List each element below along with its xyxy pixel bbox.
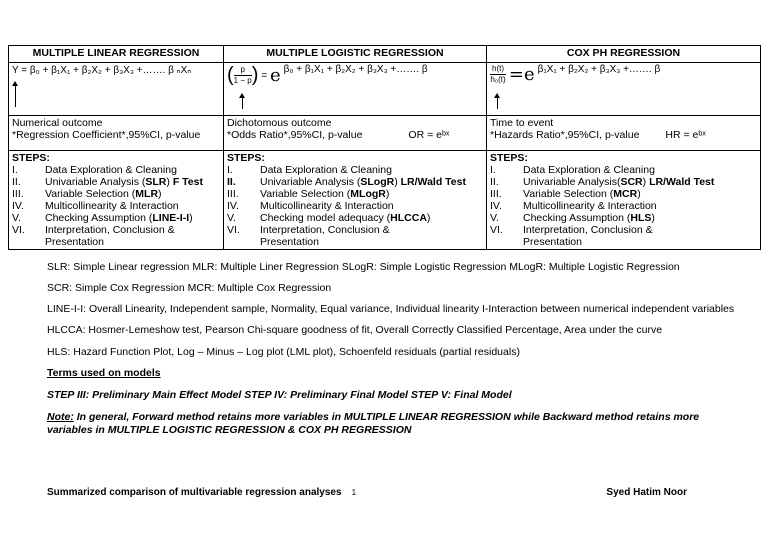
step-item: IV. Multicollinearity & Interaction [227, 200, 394, 212]
note-text: In general, Forward method retains more variables in MULTIPLE LINEAR REGRESSION while Backward method retains more variables in MULTIPLE LOGISTIC REGRESSION & COX PH REGRESSION [47, 411, 700, 436]
step-item: VI. Interpretation, Conclusion & [12, 224, 175, 236]
cox-measures: *Hazards Ratio*,95%CI, p-value [490, 129, 640, 141]
logistic-outcome: Dichotomous outcome [227, 117, 332, 129]
page-footer [47, 487, 687, 498]
hazard-equals: = [508, 64, 525, 85]
step-item: Presentation [45, 236, 104, 248]
linear-steps-cell [9, 151, 224, 250]
hazard-fraction [490, 64, 506, 85]
header-linear: MULTIPLE LINEAR REGRESSION [9, 46, 224, 63]
step-item: III. Variable Selection (MLR) [12, 188, 162, 200]
logistic-measures: *Odds Ratio*,95%CI, p-value [227, 129, 363, 141]
logit-numerator: p [234, 65, 252, 76]
terms-heading: Terms used on models [47, 367, 161, 379]
hlcca-definition: HLCCA: Hosmer-Lemeshow test, Pearson Chi-square goodness of fit, Overall Correctly Classified Percentage, Area under the curve [47, 324, 663, 336]
header-logistic: MULTIPLE LOGISTIC REGRESSION [224, 46, 487, 63]
step-item: I. Data Exploration & Cleaning [12, 164, 177, 176]
step-item: III. Variable Selection (MLogR) [227, 188, 390, 200]
note-label: Note: [47, 411, 74, 423]
linear-equation-cell [9, 63, 224, 116]
linear-equation: Y = β₀ + β₁X₁ + β₂X₂ + β₃X₃ +……. β ₙXₙ [12, 65, 192, 76]
step-item: IV. Multicollinearity & Interaction [490, 200, 657, 212]
linear-measures: *Regression Coefficient*,95%CI, p-value [12, 129, 201, 141]
logit-fraction [234, 65, 252, 86]
abbreviations-line-2: SCR: Simple Cox Regression MCR: Multiple Cox Regression [47, 282, 332, 294]
page-number: 1 [351, 488, 357, 497]
up-arrow-icon [497, 97, 498, 109]
hazard-e: e [524, 64, 535, 85]
step-item: VI. Interpretation, Conclusion & [227, 224, 390, 236]
step-item: Presentation [260, 236, 319, 248]
hazard-ratio-formula: HR = eᵇˣ [665, 129, 706, 141]
logistic-steps-cell [224, 151, 487, 250]
odds-ratio-formula: OR = eᵇˣ [408, 129, 450, 141]
header-row [9, 46, 761, 63]
note [47, 411, 737, 437]
step-item: II. Univariable Analysis (SLogR) LR/Wald Test [227, 176, 466, 188]
comparison-table [8, 45, 761, 250]
equation-row [9, 63, 761, 116]
cox-steps-cell [487, 151, 761, 250]
step-item: V. Checking Assumption (LINE-I-I) [12, 212, 193, 224]
step-item: IV. Multicollinearity & Interaction [12, 200, 179, 212]
cox-outcome: Time to event [490, 117, 554, 129]
cox-outcome-cell [487, 116, 761, 151]
terms-models: STEP III: Preliminary Main Effect Model STEP IV: Preliminary Final Model STEP V: Final Model [47, 389, 512, 401]
logistic-outcome-cell [224, 116, 487, 151]
step-item: II. Univariable Analysis (SLR) F Test [12, 176, 203, 188]
up-arrow-icon [15, 85, 16, 107]
footnotes [47, 261, 737, 437]
step-item: I. Data Exploration & Cleaning [227, 164, 392, 176]
step-item: V. Checking model adequacy (HLCCA) [227, 212, 431, 224]
steps-row [9, 151, 761, 250]
hls-definition: HLS: Hazard Function Plot, Log – Minus – Log plot (LML plot), Schoenfeld residuals (partial residuals) [47, 346, 520, 358]
footer-author: Syed Hatim Noor [606, 487, 687, 498]
step-item: II. Univariable Analysis(SCR) LR/Wald Test [490, 176, 715, 188]
logit-exponent: β₀ + β₁X₁ + β₂X₂ + β₃X₃ +……. β [283, 64, 428, 75]
cox-equation-cell [487, 63, 761, 116]
step-item: III. Variable Selection (MCR) [490, 188, 641, 200]
step-item: Presentation [523, 236, 582, 248]
logit-e: e [270, 65, 281, 86]
logistic-equation-cell: ( $\frac{p}{1 - p}$ ) = e β₀ + β₁X₁ + β₂X₂ + β₃X₃ +……. β [224, 63, 487, 116]
abbreviations-line-1: SLR: Simple Linear regression MLR: Multiple Liner Regression SLogR: Simple Logistic Regression MLogR: Multiple Logistic Regression [47, 261, 680, 273]
steps-title: STEPS: [12, 152, 50, 164]
line-i-i-definition: LINE-I-I: Overall Linearity, Independent sample, Normality, Equal variance, Individual linearity I-Interaction between numerical independent variables [47, 303, 735, 315]
up-arrow-icon [242, 97, 243, 109]
hazard-exponent: β₁X₁ + β₂X₂ + β₃X₃ +……. β [537, 64, 661, 75]
hazard-denominator: h₀(t) [490, 75, 506, 84]
header-cox: COX PH REGRESSION [487, 46, 761, 63]
linear-outcome-cell [9, 116, 224, 151]
step-item: V. Checking Assumption (HLS) [490, 212, 655, 224]
hazard-numerator: h(t) [492, 64, 504, 73]
steps-title: STEPS: [490, 152, 528, 164]
linear-outcome: Numerical outcome [12, 117, 103, 129]
outcome-row [9, 116, 761, 151]
step-item: VI. Interpretation, Conclusion & [490, 224, 653, 236]
step-item: I. Data Exploration & Cleaning [490, 164, 655, 176]
logit-equals: = [261, 70, 268, 82]
steps-title: STEPS: [227, 152, 265, 164]
footer-title: Summarized comparison of multivariable regression analyses [47, 487, 342, 498]
logit-denominator: 1 − p [233, 76, 252, 85]
